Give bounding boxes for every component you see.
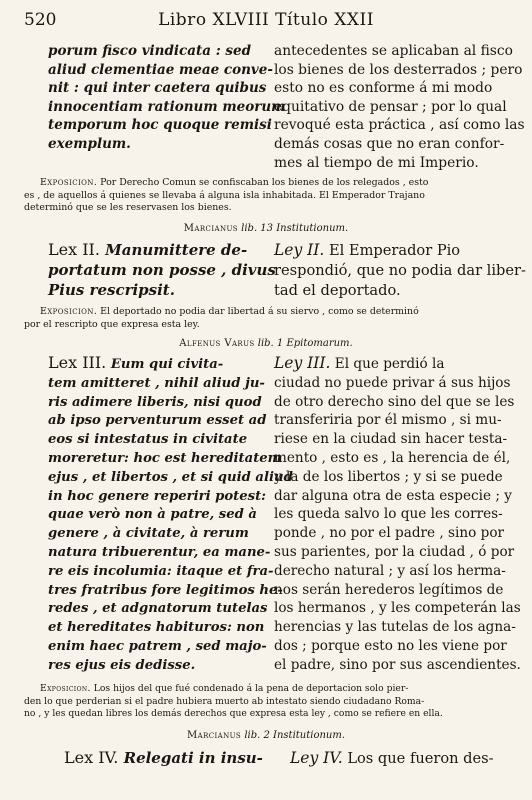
latin-line: nit : qui inter caetera quibus bbox=[48, 80, 267, 97]
lex-label: Lex III. bbox=[48, 353, 107, 372]
latin-line: exemplum. bbox=[48, 135, 131, 152]
spanish-line: mes al tiempo de mi Imperio. bbox=[274, 154, 479, 171]
spanish-line: herencias y las tutelas de los agna- bbox=[274, 619, 516, 636]
lex-label: Lex II. bbox=[48, 240, 100, 259]
running-header bbox=[24, 10, 508, 32]
source-work: lib. 1 Epitomarum. bbox=[257, 338, 353, 349]
spanish-line: de otro derecho sino del que se les bbox=[274, 393, 515, 410]
spanish-line: les queda salvo lo que les corres- bbox=[274, 506, 503, 523]
latin-line: quae verò non à patre, sed à bbox=[48, 507, 257, 523]
spanish-line: derecho natural ; y así los herma- bbox=[274, 562, 506, 579]
latin-line: genere , à civitate, à rerum bbox=[48, 526, 249, 542]
spanish-line: El Emperador Pio bbox=[324, 242, 461, 259]
latin-line: tres fratribus fore legitimos he- bbox=[48, 582, 283, 598]
latin-line: res ejus eis dedisse. bbox=[48, 657, 196, 673]
latin-line: ejus , et libertos , et si quid aliud bbox=[48, 469, 293, 485]
spanish-line: demás cosas que no eran confor- bbox=[274, 135, 505, 152]
latin-line: in hoc genere reperiri potest: bbox=[48, 488, 267, 504]
spanish-line: revoqué esta práctica , así como las bbox=[274, 117, 525, 134]
spanish-line: riese en la ciudad sin hacer testa- bbox=[274, 431, 508, 448]
spanish-line: nos serán herederos legítimos de bbox=[274, 581, 504, 598]
spanish-line: Los que fueron des- bbox=[342, 750, 494, 767]
source-work: lib. 13 Institutionum. bbox=[241, 223, 349, 234]
latin-line: temporum hoc quoque remisi bbox=[48, 117, 272, 134]
exposicion-3 bbox=[24, 683, 508, 721]
latin-line: enim haec patrem , sed majo- bbox=[48, 638, 267, 654]
page-number: 520 bbox=[24, 10, 57, 30]
latin-column-2 bbox=[48, 240, 276, 300]
spanish-line: los hermanos , y les competerán las bbox=[274, 600, 521, 617]
spanish-line: y la de los libertos ; y si se puede bbox=[274, 468, 503, 485]
spanish-column-3 bbox=[274, 354, 521, 675]
latin-line: tem amitteret , nihil aliud ju- bbox=[48, 375, 265, 391]
spanish-line: dar alguna otra de esta especie ; y bbox=[274, 487, 512, 504]
latin-line: ris adimere liberis, nisi quod bbox=[48, 394, 262, 410]
spanish-line: El que perdió la bbox=[330, 356, 445, 372]
latin-line: Eum qui civita- bbox=[106, 357, 224, 372]
latin-line: Relegati in insu- bbox=[118, 749, 263, 767]
latin-line: natura tribuerentur, ea mane- bbox=[48, 544, 271, 560]
exposicion-1 bbox=[24, 177, 508, 215]
exposicion-line: por el rescripto que expresa esta ley. bbox=[24, 318, 200, 330]
ley-label: Ley II. bbox=[274, 241, 325, 259]
latin-line: re eis incolumia: itaque et fra- bbox=[48, 563, 274, 579]
source-citation-2 bbox=[0, 223, 532, 234]
spanish-line: tad el deportado. bbox=[274, 282, 401, 299]
spanish-column-1 bbox=[274, 42, 525, 172]
spanish-line: ponde , no por el padre , sino por bbox=[274, 525, 505, 542]
spanish-column-4 bbox=[290, 748, 494, 769]
exposicion-label: Exposicion. bbox=[40, 177, 98, 188]
source-author: Marcianus bbox=[183, 223, 238, 234]
latin-line: ab ipso perventurum esset ad bbox=[48, 413, 267, 429]
spanish-line: esto no es conforme á mi modo bbox=[274, 80, 493, 97]
spanish-line: el padre, sino por sus ascendientes. bbox=[274, 656, 521, 673]
latin-line: eos si intestatus in civitate bbox=[48, 432, 248, 448]
source-citation-3 bbox=[0, 338, 532, 349]
latin-line: Manumittere de- bbox=[99, 241, 248, 259]
spanish-line: los bienes de los desterrados ; pero bbox=[274, 61, 523, 78]
exposicion-2 bbox=[24, 306, 508, 331]
exposicion-line: es , de aquellos á quienes se llevaba á alguna isla inhabitada. El Emperador Trajano bbox=[24, 189, 425, 201]
exposicion-label: Exposicion. bbox=[40, 306, 98, 317]
exposicion-line: no , y les quedan libres los demás derechos que expresa esta ley , como se refiere en ella. bbox=[24, 708, 443, 720]
latin-line: Pius rescripsit. bbox=[48, 281, 175, 299]
exposicion-line: Los hijos del que fué condenado á la pena de deportacion solo pier- bbox=[90, 683, 409, 694]
ley-label: Ley IV. bbox=[290, 749, 343, 767]
spanish-line: antecedentes se aplicaban al fisco bbox=[274, 43, 513, 59]
exposicion-line: Por Derecho Comun se confiscaban los bienes de los relegados , esto bbox=[97, 177, 429, 188]
exposicion-line: den lo que perderian si el padre hubiera muerto ab intestato siendo ciudadano Roma- bbox=[24, 695, 425, 707]
latin-line: porum fisco vindicata : sed bbox=[48, 43, 252, 59]
source-work: lib. 2 Institutionum. bbox=[244, 730, 346, 741]
lex-label: Lex IV. bbox=[64, 748, 119, 767]
exposicion-line: determinó que se les reservasen los bienes. bbox=[24, 202, 232, 214]
spanish-line: respondió, que no podia dar liber- bbox=[274, 262, 526, 279]
source-author: Marcianus bbox=[186, 730, 242, 741]
source-author: Alfenus Varus bbox=[179, 338, 255, 349]
latin-line: et hereditates habituros: non bbox=[48, 620, 265, 636]
spanish-line: mento , esto es , la herencia de él, bbox=[274, 449, 511, 466]
latin-line: aliud clementiae meae conve- bbox=[48, 61, 273, 78]
page-title: Libro XLVIII Título XXII bbox=[158, 10, 374, 30]
latin-line: portatum non posse , divus bbox=[48, 261, 276, 279]
latin-column-4 bbox=[64, 748, 263, 768]
spanish-line: ciudad no puede privar á sus hijos bbox=[274, 374, 511, 391]
spanish-column-2 bbox=[274, 240, 526, 301]
spanish-line: transferiria por él mismo , si mu- bbox=[274, 412, 502, 429]
spanish-line: equitativo de pensar ; por lo qual bbox=[274, 98, 507, 115]
latin-column-3 bbox=[48, 354, 293, 676]
latin-column-1 bbox=[48, 42, 285, 154]
exposicion-line: El deportado no podia dar libertad á su siervo , como se determinó bbox=[97, 306, 419, 317]
exposicion-label: Exposicion. bbox=[40, 683, 91, 694]
latin-line: innocentiam rationum meorum bbox=[48, 98, 286, 115]
latin-line: redes , et adgnatorum tutelas bbox=[48, 601, 268, 617]
latin-line: moreretur: hoc est hereditatem bbox=[48, 450, 282, 466]
source-citation-4 bbox=[0, 730, 532, 741]
spanish-line: sus parientes, por la ciudad , ó por bbox=[274, 543, 515, 560]
spanish-line: dos ; porque esto no les viene por bbox=[274, 637, 507, 654]
ley-label: Ley III. bbox=[274, 354, 331, 372]
